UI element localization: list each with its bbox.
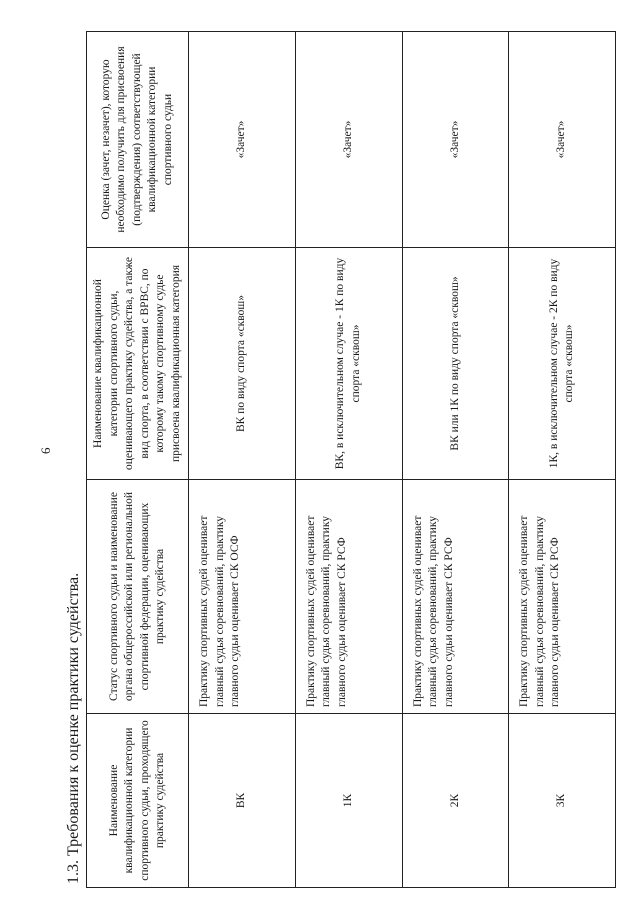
table-row <box>295 32 402 888</box>
table-row <box>189 32 296 888</box>
cell-grade: «Зачет» <box>189 32 296 248</box>
header-status: Статус спортивного судьи и наименование органа общероссийской или региональной спортивной федерации, оценивающих практику судейства <box>87 480 189 714</box>
table-row <box>509 32 616 888</box>
table-header <box>87 32 189 888</box>
cell-grade: «Зачет» <box>509 32 616 248</box>
section-title: 1.3. Требования к оценке практики судейства. <box>65 572 82 884</box>
header-category: Наименование квалификационной категории спортивного судьи, проходящего практику судейства <box>87 714 189 888</box>
cell-status: Практику спортивных судей оценивает главный судья соревнований, практику главного судьи оценивает СК РСФ <box>295 480 402 714</box>
header-row <box>87 32 189 888</box>
header-grade: Оценка (зачет, незачет), которую необходимо получить для присвоения (подтверждения) соответствующей квалификационной категории спортивного судьи <box>87 32 189 248</box>
cell-status: Практику спортивных судей оценивает главный судья соревнований, практику главного судьи оценивает СК РСФ <box>509 480 616 714</box>
cell-category: 3К <box>509 714 616 888</box>
requirements-table-container <box>86 32 616 888</box>
cell-assessor: ВК или 1К по виду спорта «сквош» <box>402 248 509 480</box>
page-number: 6 <box>38 447 53 454</box>
cell-assessor: ВК, в исключительном случае - 1К по виду спорта «сквош» <box>295 248 402 480</box>
cell-status: Практику спортивных судей оценивает главный судья соревнований, практику главного судьи оценивает СК ОСФ <box>189 480 296 714</box>
cell-grade: «Зачет» <box>295 32 402 248</box>
header-assessor: Наименование квалификационной категории спортивного судьи, оценивающего практику судейства, а также вид спорта, в соответствии с ВРВС, по которому такому спортивному судье присвоена квалификационная категория <box>87 248 189 480</box>
cell-grade: «Зачет» <box>402 32 509 248</box>
cell-assessor: 1К, в исключительном случае - 2К по виду спорта «сквош» <box>509 248 616 480</box>
table-row <box>402 32 509 888</box>
cell-status: Практику спортивных судей оценивает главный судья соревнований, практику главного судьи оценивает СК РСФ <box>402 480 509 714</box>
table-body <box>189 32 616 888</box>
cell-assessor: ВК по виду спорта «сквош» <box>189 248 296 480</box>
requirements-table <box>86 31 616 888</box>
cell-category: ВК <box>189 714 296 888</box>
cell-category: 2К <box>402 714 509 888</box>
cell-category: 1К <box>295 714 402 888</box>
